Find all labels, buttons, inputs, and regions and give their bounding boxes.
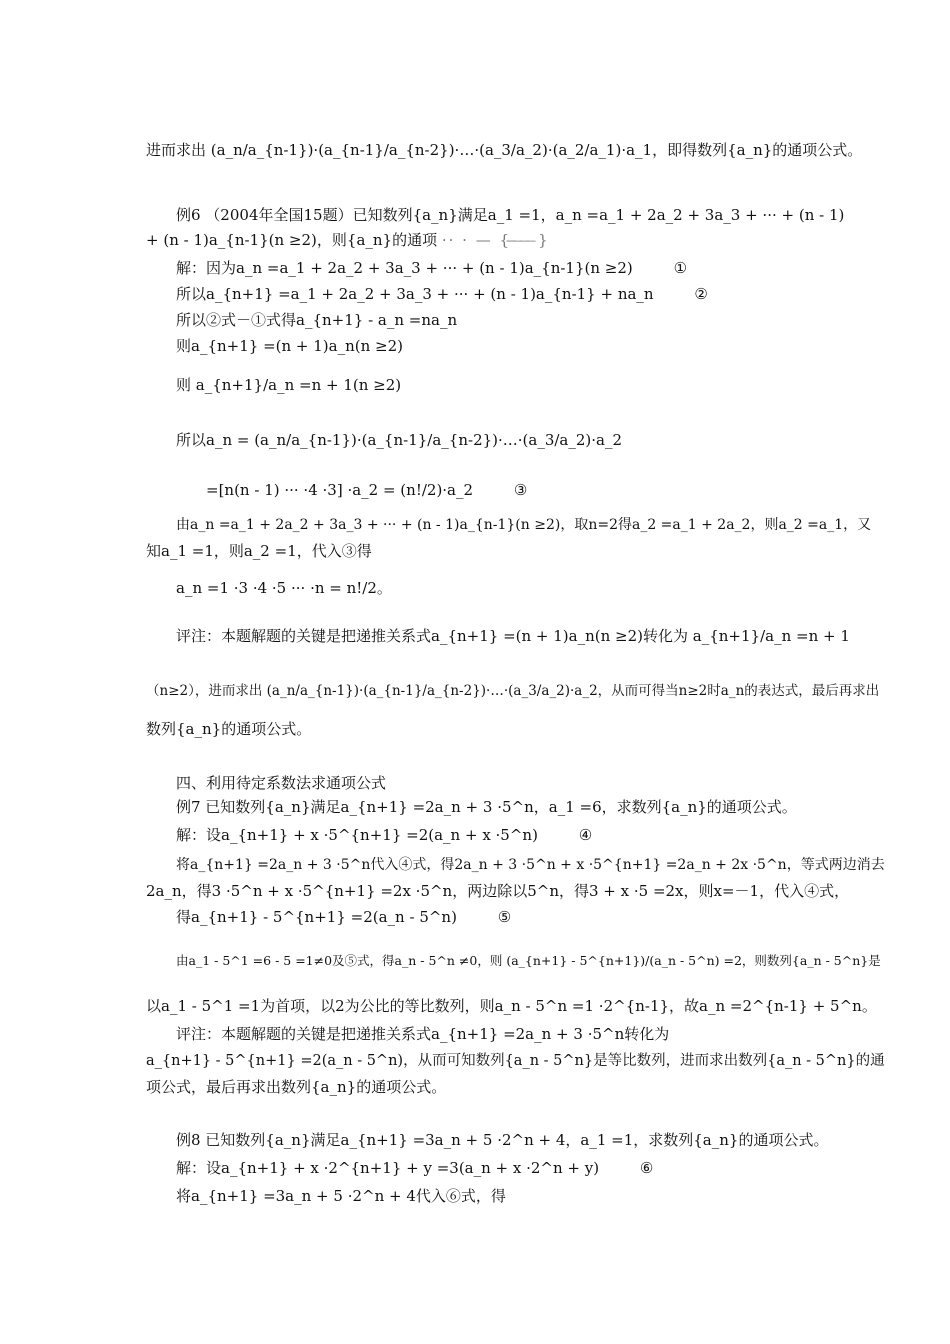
example-6-text: 例6 （2004年全国15题）已知数列{a_n}满足a_1 =1，a_n =a_1 + 2a_2 + 3a_3 + ··· + (n - 1): [176, 206, 845, 224]
ex7-line-2: [176, 855, 885, 875]
solution-line-10-text: a_n =1 ·3 ·4 ·5 ··· ·n = n!/2。: [176, 579, 392, 597]
ex7-line-1-text: 解：设a_{n+1} + x ·5^{n+1} =2(a_n + x ·5^n): [176, 826, 538, 844]
garbled-text: ·· · — { ̶̶ ̶ ̶ ̶}: [441, 231, 550, 249]
ex7-line-1: [176, 825, 592, 845]
comment-line-1: [176, 626, 850, 646]
ex7-line-4: [176, 907, 511, 927]
solution-line-2: [176, 284, 708, 304]
example-8-heading: [176, 1130, 828, 1150]
ex7-line-2-text: 将a_{n+1} =2a_n + 3 ·5^n代入④式，得2a_n + 3 ·5^n + x ·5^{n+1} =2a_n + 2x ·5^n，等式两边消去: [176, 857, 885, 873]
marker-2: ②: [694, 285, 708, 303]
comment-line-1-text: 评注：本题解题的关键是把递推关系式a_{n+1} =(n + 1)a_n(n ≥2)转化为 a_{n+1}/a_n =n + 1: [176, 627, 850, 645]
ex8-line-1-text: 解：设a_{n+1} + x ·2^{n+1} + y =3(a_n + x ·2^n + y): [176, 1159, 600, 1177]
example-6-cont: [146, 230, 550, 250]
ex7-comment-3-text: 项公式，最后再求出数列{a_n}的通项公式。: [146, 1078, 447, 1096]
ex7-comment-1: [176, 1024, 669, 1044]
solution-line-4-text: 则a_{n+1} =(n + 1)a_n(n ≥2): [176, 337, 403, 355]
comment-line-3: [146, 719, 311, 739]
ex7-line-5-text: 由a_1 - 5^1 =6 - 5 =1≠0及⑤式，得a_n - 5^n ≠0，则 (a_{n+1} - 5^{n+1})/(a_n - 5^n) =2，则数列{a_n - 5^n}是: [176, 953, 881, 968]
marker-3: ③: [513, 481, 528, 499]
example-6-cont-text: + (n - 1)a_{n-1}(n ≥2)，则{a_n}的通项: [146, 231, 438, 249]
ex7-line-6: [146, 996, 877, 1016]
solution-line-5: [176, 375, 401, 395]
marker-1: ①: [673, 259, 688, 277]
line-1-text: 进而求出 (a_n/a_{n-1})·(a_{n-1}/a_{n-2})·…·(a_3/a_2)·(a_2/a_1)·a_1，即得数列{a_n}的通项公式。: [146, 141, 863, 159]
solution-line-8-text: 由a_n =a_1 + 2a_2 + 3a_3 + ··· + (n - 1)a_{n-1}(n ≥2)，取n=2得a_2 =a_1 + 2a_2，则a_2 =a_1，又: [176, 517, 872, 533]
solution-line-7: [206, 480, 527, 500]
marker-6: ⑥: [639, 1159, 654, 1177]
ex7-line-5: [176, 951, 881, 971]
section-heading-4-text: 四、利用待定系数法求通项公式: [176, 774, 387, 792]
solution-line-7-text: =[n(n - 1) ··· ·4 ·3] ·a_2 = (n!/2)·a_2: [206, 481, 474, 499]
comment-line-3-text: 数列{a_n}的通项公式。: [146, 720, 312, 738]
paragraph-line-1: [146, 140, 862, 160]
ex8-line-2: [176, 1186, 506, 1206]
ex7-comment-3: [146, 1077, 446, 1097]
solution-line-9-text: 知a_1 =1，则a_2 =1，代入③得: [146, 542, 372, 560]
solution-line-6: [176, 430, 622, 450]
marker-4: ④: [578, 826, 593, 844]
ex8-line-2-text: 将a_{n+1} =3a_n + 5 ·2^n + 4代入⑥式，得: [176, 1187, 506, 1205]
solution-line-2-text: 所以a_{n+1} =a_1 + 2a_2 + 3a_3 + ··· + (n - 1)a_{n-1} + na_n: [176, 285, 654, 303]
solution-line-8: [176, 515, 871, 535]
section-heading-4: [176, 773, 386, 793]
ex7-line-6-text: 以a_1 - 5^1 =1为首项，以2为公比的等比数列，则a_n - 5^n =1 ·2^{n-1}，故a_n =2^{n-1} + 5^n。: [146, 997, 877, 1015]
ex8-line-1: [176, 1158, 653, 1178]
solution-line-6-text: 所以a_n = (a_n/a_{n-1})·(a_{n-1}/a_{n-2})·…·(a_3/a_2)·a_2: [176, 431, 623, 449]
solution-line-3: [176, 310, 457, 330]
solution-line-5-text: 则 a_{n+1}/a_n =n + 1(n ≥2): [176, 376, 402, 394]
example-6-heading: [176, 205, 844, 225]
solution-line-4: [176, 336, 403, 356]
ex7-comment-2-text: a_{n+1} - 5^{n+1} =2(a_n - 5^n)，从而可知数列{a_n - 5^n}是等比数列，进而求出数列{a_n - 5^n}的通: [146, 1053, 885, 1069]
comment-line-2: [146, 681, 879, 701]
ex7-line-3-text: 2a_n，得3 ·5^n + x ·5^{n+1} =2x ·5^n，两边除以5^n，得3 + x ·5 =2x，则x=－1，代入④式，: [146, 882, 850, 900]
solution-line-3-text: 所以②式－①式得a_{n+1} - a_n =na_n: [176, 311, 458, 329]
ex7-comment-1-text: 评注：本题解题的关键是把递推关系式a_{n+1} =2a_n + 3 ·5^n转化为: [176, 1025, 670, 1043]
solution-line-9: [146, 541, 372, 561]
comment-line-2-text: （n≥2），进而求出 (a_n/a_{n-1})·(a_{n-1}/a_{n-2})·…·(a_3/a_2)·a_2，从而可得当n≥2时a_n的表达式，最后再求出: [146, 683, 880, 699]
marker-5: ⑤: [497, 908, 512, 926]
ex7-line-4-text: 得a_{n+1} - 5^{n+1} =2(a_n - 5^n): [176, 908, 457, 926]
solution-line-1: [176, 258, 687, 278]
solution-line-1-text: 解：因为a_n =a_1 + 2a_2 + 3a_3 + ··· + (n - 1)a_{n-1}(n ≥2): [176, 259, 633, 277]
example-8-text: 例8 已知数列{a_n}满足a_{n+1} =3a_n + 5 ·2^n + 4，a_1 =1，求数列{a_n}的通项公式。: [176, 1131, 829, 1149]
ex7-line-3: [146, 881, 849, 901]
example-7-heading: [176, 797, 797, 817]
example-7-text: 例7 已知数列{a_n}满足a_{n+1} =2a_n + 3 ·5^n，a_1 =6，求数列{a_n}的通项公式。: [176, 798, 797, 816]
solution-line-10: [176, 578, 392, 598]
ex7-comment-2: [146, 1051, 885, 1071]
